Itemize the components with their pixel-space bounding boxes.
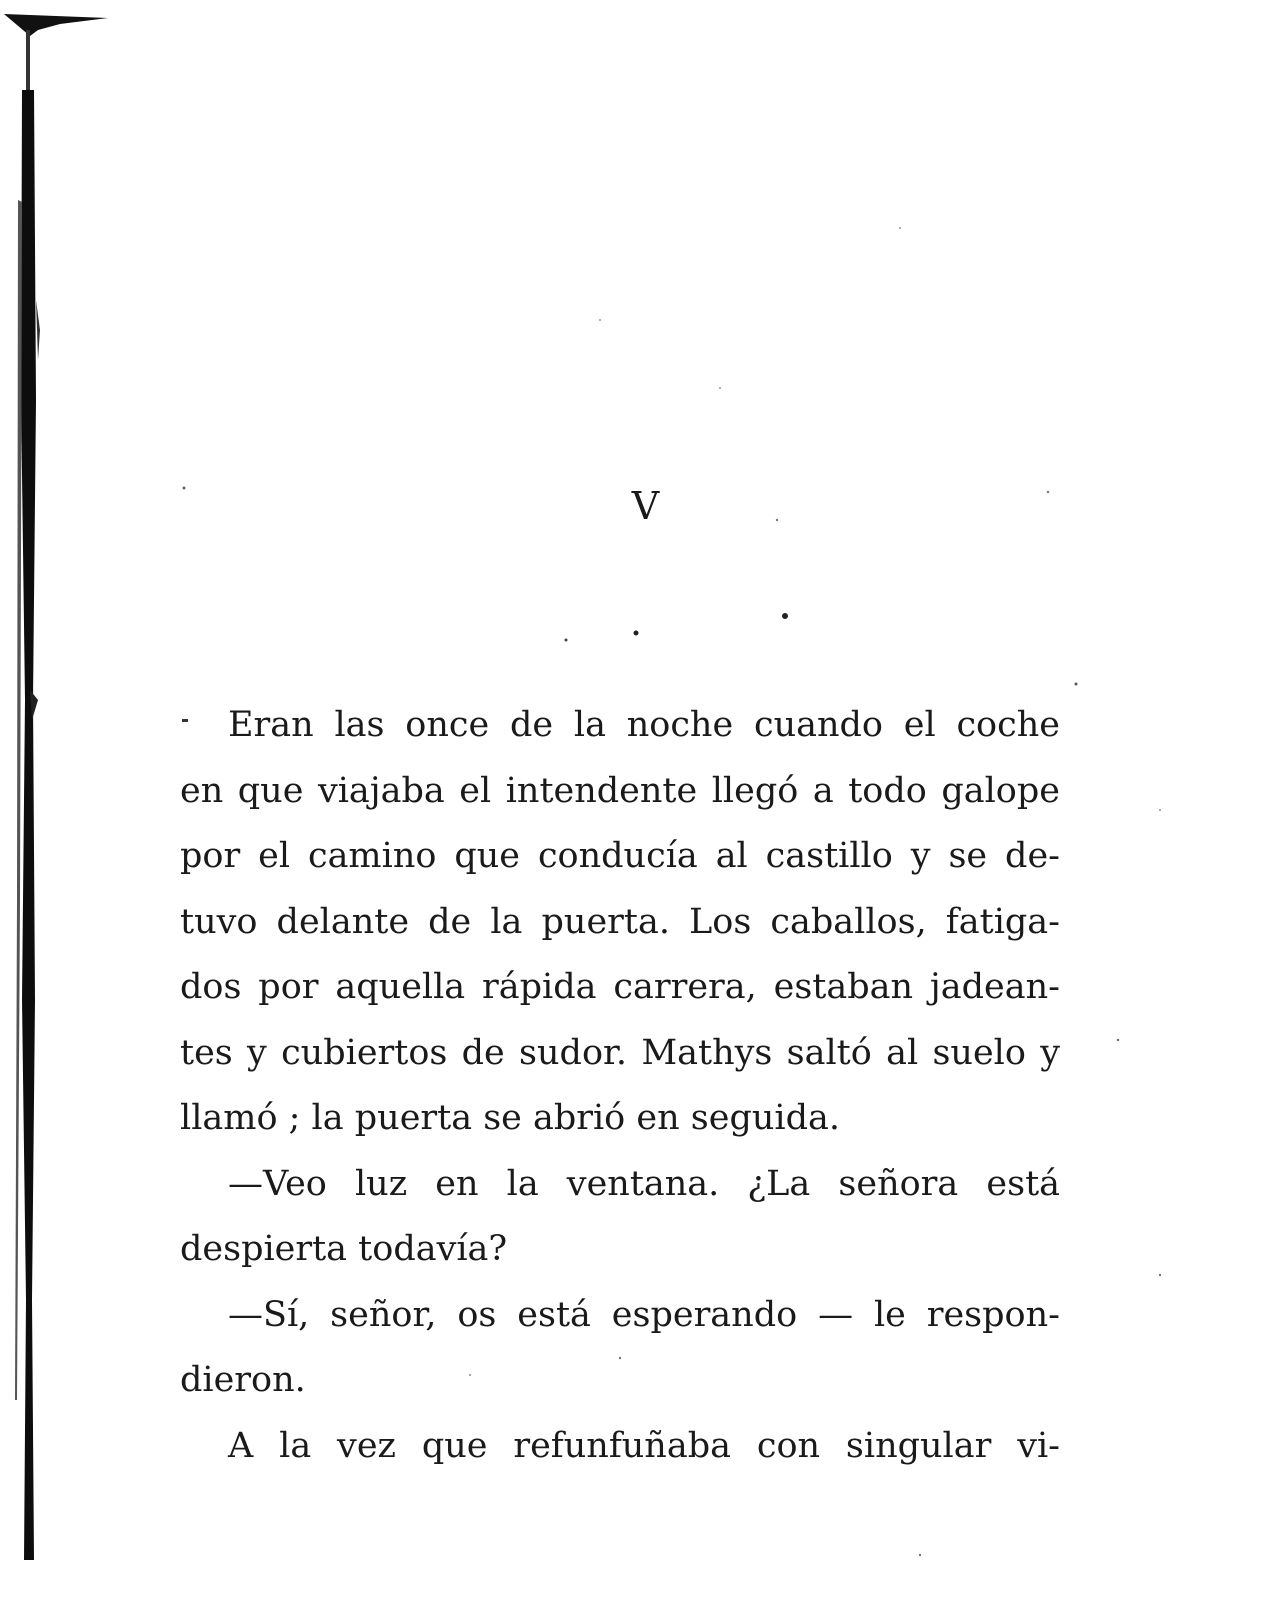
text-line: por el camino que conducía al castillo y se de- [180, 836, 1060, 876]
text-line: A la vez que refunfuñaba con singular vi- [228, 1425, 1060, 1466]
book-spine-shadow [0, 0, 120, 1610]
text-line: tuvo delante de la puerta. Los caballos, fatiga- [180, 901, 1060, 942]
paragraph [180, 1152, 1060, 1283]
body-text [180, 693, 1060, 1479]
text-line: —Veo luz en la ventana. ¿La señora está [228, 1163, 1060, 1204]
text-line: en que viajaba el intendente llegó a todo galope [180, 770, 1060, 811]
text-line: tes y cubiertos de sudor. Mathys saltó al suelo y [180, 1032, 1060, 1073]
chapter-number: V [631, 484, 661, 528]
text-line: —Sí, señor, os está esperando — le respon- [228, 1294, 1060, 1335]
text-line: llamó ; la puerta se abrió en seguida. [180, 1098, 840, 1138]
paragraph [180, 693, 1060, 1152]
text-line: dieron. [180, 1360, 306, 1400]
text-line: despierta todavía? [180, 1229, 508, 1269]
paragraph [180, 1414, 1060, 1480]
text-line: dos por aquella rápida carrera, estaban jadean- [180, 967, 1060, 1007]
paragraph [180, 1283, 1060, 1414]
text-line: Eran las once de la noche cuando el coche [228, 705, 1060, 745]
